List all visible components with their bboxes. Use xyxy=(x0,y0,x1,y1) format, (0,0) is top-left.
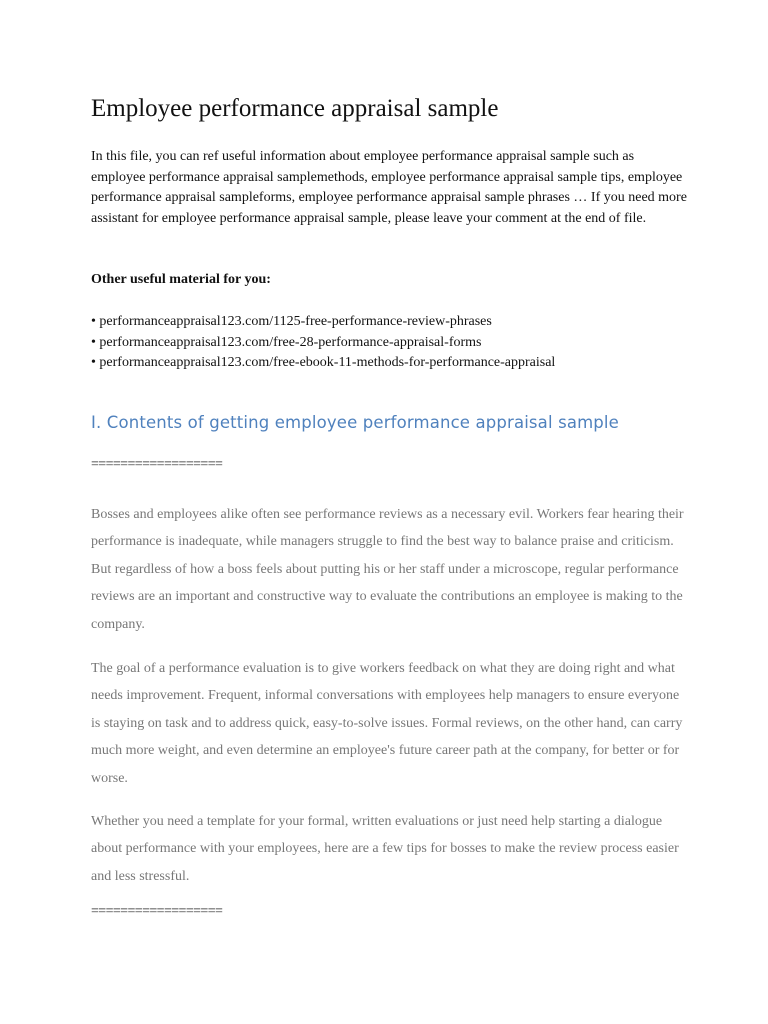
section-heading: I. Contents of getting employee performance appraisal sample xyxy=(91,413,619,432)
useful-link[interactable]: • performanceappraisal123.com/free-28-performance-appraisal-forms xyxy=(91,334,482,350)
divider-top: ================== xyxy=(91,457,223,472)
body-paragraph: Bosses and employees alike often see performance reviews as a necessary evil. Workers fear hearing their performance is inadequate, while managers struggle to find the best way to balance praise and criticism. But regardless of how a boss feels about putting his or her staff under a microscope, regular performance reviews are an important and constructive way to evaluate the contributions an employee is making to the company. xyxy=(91,507,684,632)
useful-link[interactable]: • performanceappraisal123.com/1125-free-performance-review-phrases xyxy=(91,314,492,329)
intro-paragraph: In this file, you can ref useful information about employee performance appraisal sample such as employee performance appraisal samplemethods, employee performance appraisal sample tips, employee performance appraisal sampleforms, employee performance appraisal sample phrases … If you need more assistant for employee performance appraisal sample, please leave your comment at the end of file. xyxy=(91,149,687,226)
useful-links-list xyxy=(91,312,555,374)
body-paragraph: The goal of a performance evaluation is to give workers feedback on what they are doing right and what needs improvement. Frequent, informal conversations with employees help managers to ensure everyone is staying on task and to address quick, easy-to-solve issues. Formal reviews, on the other hand, can carry much more weight, and even determine an employee's future career path at the company, for better or for worse. xyxy=(91,661,683,786)
body-paragraph: Whether you need a template for your formal, written evaluations or just need help starting a dialogue about performance with your employees, here are a few tips for bosses to make the review process easier and less stressful. xyxy=(91,814,679,884)
divider-bottom: ================== xyxy=(91,904,223,919)
other-material-heading: Other useful material for you: xyxy=(91,272,271,287)
document-title: Employee performance appraisal sample xyxy=(91,95,499,122)
useful-link[interactable]: • performanceappraisal123.com/free-ebook-11-methods-for-performance-appraisal xyxy=(91,355,556,371)
